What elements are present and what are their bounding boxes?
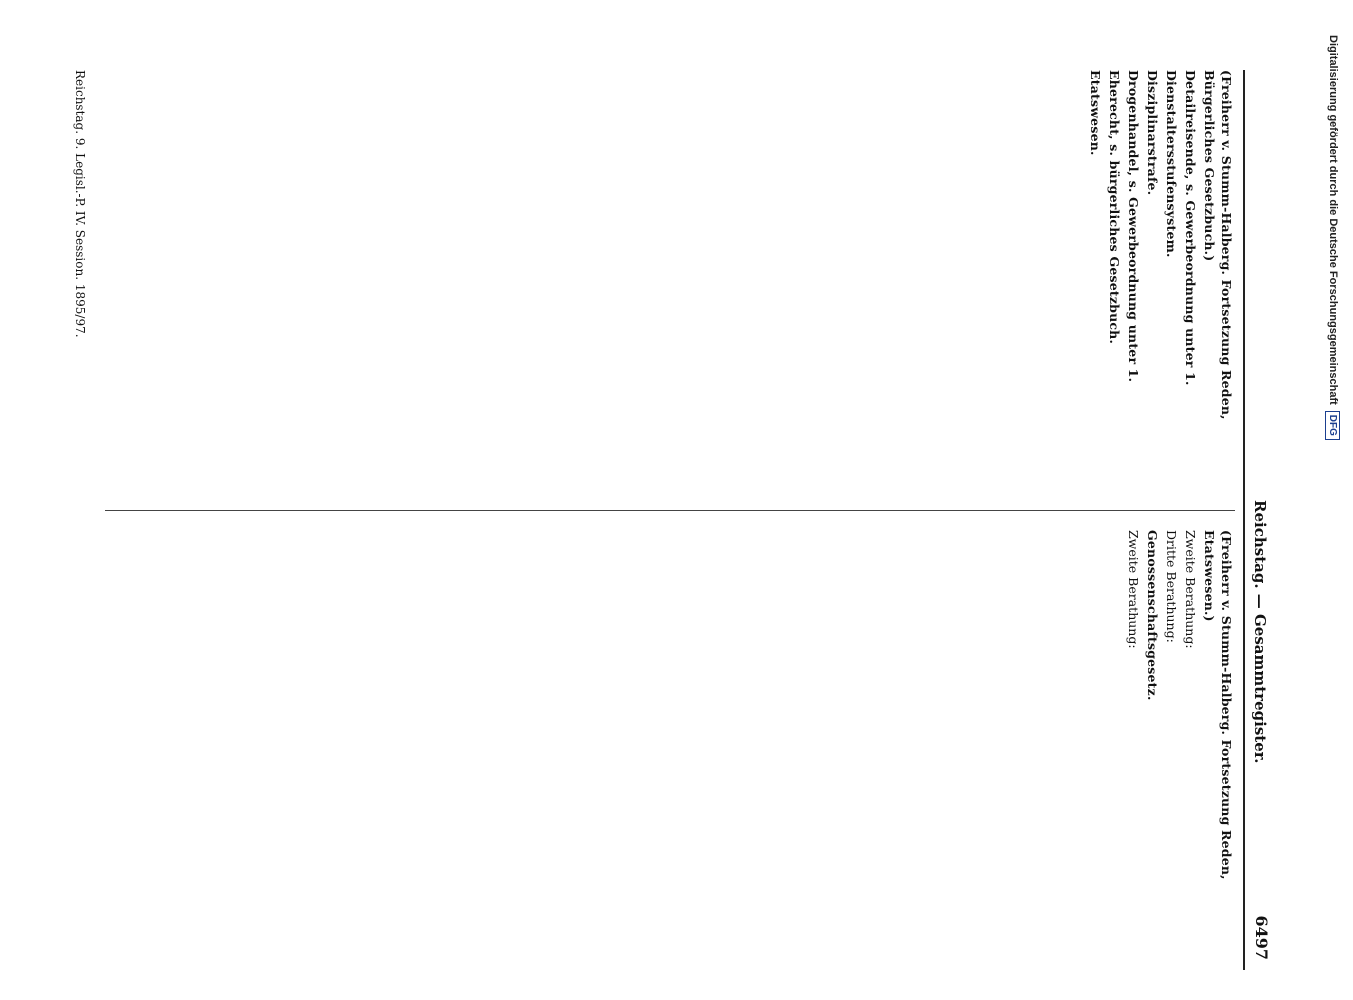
register-entry: Disziplinarstrafe. [1145,70,1160,196]
register-entry: Eherecht, s. bürgerliches Gesetzbuch. [1107,70,1122,345]
rotated-page [65,70,1275,970]
page-content [65,70,1275,970]
page-number: 6497 [1252,915,1271,960]
digitization-note [1318,35,1348,965]
dfg-logo: DFG [1325,411,1340,440]
header-rule [1243,70,1245,970]
digitization-note-label: Digitalisierung gefördert durch die Deutsche Forschungsgemeinschaft [1327,35,1339,405]
register-entry: Genossenschaftsgesetz. [1145,530,1160,701]
footer-line: Reichstag. 9. Legisl.-P. IV. Session. 1895/97. [73,70,87,338]
digitization-note-text [1318,35,1348,965]
running-head [1245,70,1275,970]
column-divider [105,510,1235,511]
left-column [105,70,1235,495]
register-entry: Zweite Berathung: [1183,530,1198,649]
register-entry: Zweite Berathung: [1126,530,1141,649]
right-column [105,530,1235,955]
register-entry: Dienstaltersstufensystem. [1164,70,1179,258]
register-entry: (Freiherr v. Stumm-Halberg. Fortsetzung Reden, Etatswesen.) [1202,530,1234,880]
register-entry: (Freiherr v. Stumm-Halberg. Fortsetzung Reden, Bürgerliches Gesetzbuch.) [1202,70,1234,420]
register-entry: Dritte Berathung: [1164,530,1179,643]
register-entry: Etatswesen. [1088,70,1103,156]
register-entry: Drogenhandel, s. Gewerbeordnung unter 1. [1126,70,1141,383]
running-head-title: Reichstag. — Gesammtregister. [1251,500,1269,764]
register-entry: Detailreisende, s. Gewerbeordnung unter 1. [1183,70,1198,386]
